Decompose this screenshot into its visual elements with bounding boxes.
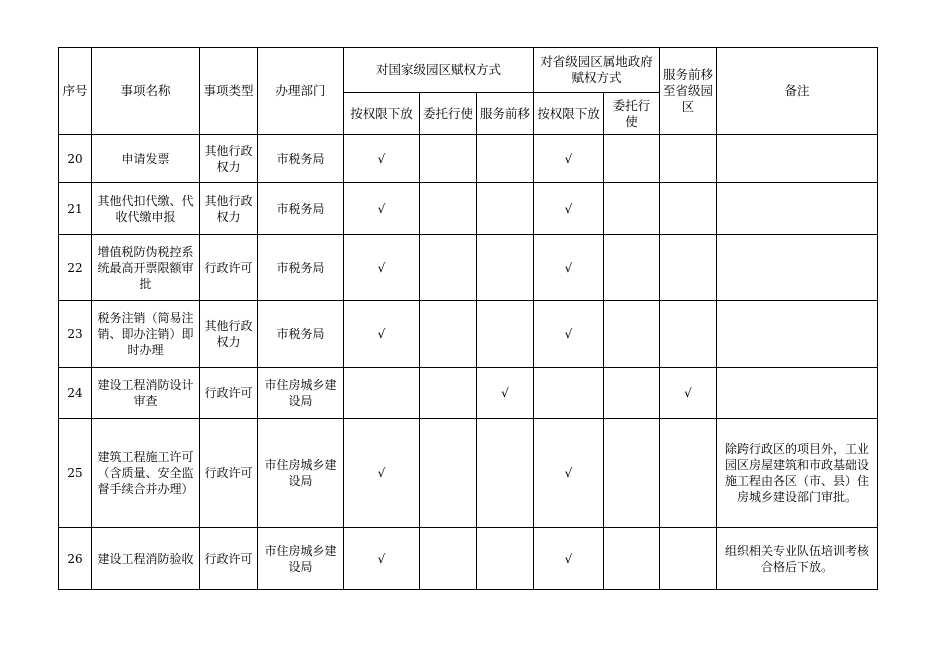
row-national-front <box>477 528 534 590</box>
row-provincial-entrust <box>604 183 660 235</box>
row-provincial-down: √ <box>534 419 604 528</box>
row-front-provincial <box>660 235 717 301</box>
row-national-front <box>477 235 534 301</box>
header-national-front: 服务前移 <box>477 93 534 135</box>
row-seq: 23 <box>59 301 92 368</box>
row-note <box>717 135 878 183</box>
row-national-front <box>477 301 534 368</box>
row-national-down <box>344 368 420 419</box>
row-provincial-down: √ <box>534 235 604 301</box>
header-national-group: 对国家级园区赋权方式 <box>344 48 534 93</box>
row-national-entrust <box>420 528 477 590</box>
row-provincial-entrust <box>604 301 660 368</box>
table-row <box>59 135 878 183</box>
row-provincial-entrust <box>604 368 660 419</box>
row-item-type: 其他行政权力 <box>200 135 258 183</box>
row-front-provincial <box>660 301 717 368</box>
header-provincial-down: 按权限下放 <box>534 93 604 135</box>
row-dept: 市税务局 <box>258 301 344 368</box>
header-dept: 办理部门 <box>258 48 344 135</box>
row-note: 除跨行政区的项目外，工业园区房屋建筑和市政基础设施工程由各区（市、县）住房城乡建设部门审批。 <box>717 419 878 528</box>
row-national-front: √ <box>477 368 534 419</box>
row-dept: 市住房城乡建设局 <box>258 528 344 590</box>
row-item-name: 申请发票 <box>92 135 200 183</box>
table-row <box>59 235 878 301</box>
row-provincial-down: √ <box>534 528 604 590</box>
header-type: 事项类型 <box>200 48 258 135</box>
header-front-provincial: 服务前移至省级园区 <box>660 48 717 135</box>
row-item-name: 税务注销（简易注销、即办注销）即时办理 <box>92 301 200 368</box>
row-front-provincial <box>660 183 717 235</box>
row-national-down: √ <box>344 528 420 590</box>
row-dept: 市住房城乡建设局 <box>258 419 344 528</box>
row-provincial-entrust <box>604 235 660 301</box>
header-provincial-entrust: 委托行使 <box>604 93 660 135</box>
header-provincial-group: 对省级园区属地政府赋权方式 <box>534 48 660 93</box>
row-item-type: 行政许可 <box>200 419 258 528</box>
row-seq: 25 <box>59 419 92 528</box>
row-seq: 21 <box>59 183 92 235</box>
row-dept: 市住房城乡建设局 <box>258 368 344 419</box>
row-provincial-entrust <box>604 135 660 183</box>
row-provincial-down: √ <box>534 183 604 235</box>
header-seq: 序号 <box>59 48 92 135</box>
row-note <box>717 183 878 235</box>
row-provincial-down: √ <box>534 301 604 368</box>
row-item-name: 建设工程消防设计审查 <box>92 368 200 419</box>
row-front-provincial <box>660 419 717 528</box>
row-seq: 24 <box>59 368 92 419</box>
row-provincial-down: √ <box>534 135 604 183</box>
row-seq: 26 <box>59 528 92 590</box>
row-dept: 市税务局 <box>258 183 344 235</box>
row-item-type: 行政许可 <box>200 528 258 590</box>
row-national-front <box>477 419 534 528</box>
row-national-front <box>477 135 534 183</box>
row-item-type: 行政许可 <box>200 235 258 301</box>
row-item-name: 其他代扣代缴、代收代缴申报 <box>92 183 200 235</box>
table-row <box>59 368 878 419</box>
table-body <box>59 135 878 590</box>
table-row <box>59 528 878 590</box>
row-item-type: 其他行政权力 <box>200 183 258 235</box>
row-note: 组织相关专业队伍培训考核合格后下放。 <box>717 528 878 590</box>
row-note <box>717 235 878 301</box>
row-front-provincial: √ <box>660 368 717 419</box>
row-note <box>717 301 878 368</box>
row-seq: 22 <box>59 235 92 301</box>
row-national-entrust <box>420 183 477 235</box>
row-dept: 市税务局 <box>258 235 344 301</box>
header-name: 事项名称 <box>92 48 200 135</box>
row-national-down: √ <box>344 419 420 528</box>
row-national-entrust <box>420 419 477 528</box>
row-national-down: √ <box>344 301 420 368</box>
row-provincial-down <box>534 368 604 419</box>
row-national-front <box>477 183 534 235</box>
row-national-down: √ <box>344 183 420 235</box>
header-national-down: 按权限下放 <box>344 93 420 135</box>
header-note: 备注 <box>717 48 878 135</box>
row-item-name: 建筑工程施工许可（含质量、安全监督手续合并办理） <box>92 419 200 528</box>
table-row <box>59 419 878 528</box>
row-national-entrust <box>420 301 477 368</box>
row-national-entrust <box>420 235 477 301</box>
row-item-name: 建设工程消防验收 <box>92 528 200 590</box>
row-dept: 市税务局 <box>258 135 344 183</box>
row-front-provincial <box>660 135 717 183</box>
row-provincial-entrust <box>604 419 660 528</box>
row-seq: 20 <box>59 135 92 183</box>
header-national-entrust: 委托行使 <box>420 93 477 135</box>
row-front-provincial <box>660 528 717 590</box>
row-national-down: √ <box>344 235 420 301</box>
row-item-type: 行政许可 <box>200 368 258 419</box>
row-item-name: 增值税防伪税控系统最高开票限额审批 <box>92 235 200 301</box>
row-national-entrust <box>420 368 477 419</box>
authorization-table <box>58 47 878 590</box>
row-national-down: √ <box>344 135 420 183</box>
table-row <box>59 301 878 368</box>
row-note <box>717 368 878 419</box>
row-provincial-entrust <box>604 528 660 590</box>
table-row <box>59 183 878 235</box>
table-header <box>59 48 878 135</box>
row-item-type: 其他行政权力 <box>200 301 258 368</box>
row-national-entrust <box>420 135 477 183</box>
